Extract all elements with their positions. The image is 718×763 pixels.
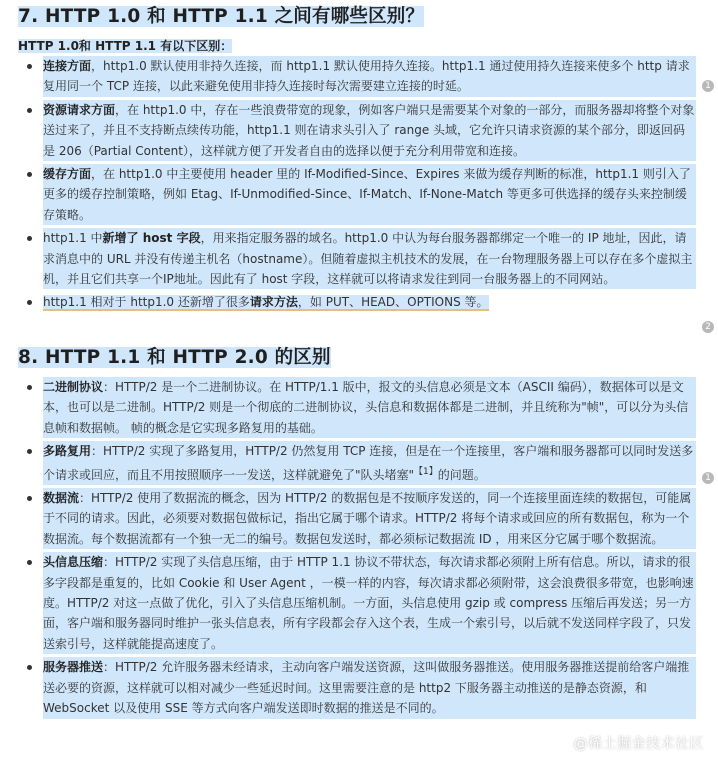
list-item: 资源请求方面，在 http1.0 中，存在一些浪费带宽的现象，例如客户端只是需要某个对象的一部分，而服务器却将整个对象送过来了，并且不支持断点续传功能，http1.1 则在请求头引入了 range 头域，它允许只请求资源的某个部分，即返回码是 206（Partial Content），这样就方便了开发者自由的选择以便于充分利用带宽和连接。 bbox=[24, 100, 696, 161]
list-item: http1.1 中新增了 host 字段，用来指定服务器的域名。http1.0 中认为每台服务器都绑定一个唯一的 IP 地址，因此，请求消息中的 URL 并没有传递主机名（hostname）。但随着虚拟主机技术的发展，在一台物理服务器上可以存在多个虚拟主机，并且它们共享一个IP地址。因此有了 host 字段，这样就可以将请求发往到同一台服务器上的不同网站。 bbox=[24, 228, 696, 289]
list-item: 多路复用：HTTP/2 实现了多路复用，HTTP/2 仍然复用 TCP 连接，但是在一个连接里，客户端和服务器都可以同时发送多个请求或回应，而且不用按照顺序一一发送，这样就避免了"队头堵塞"$^{【1】}$的问题。 bbox=[24, 441, 696, 485]
bullet-icon bbox=[27, 496, 32, 501]
section-7-list bbox=[24, 56, 696, 313]
bullet-icon bbox=[27, 665, 32, 670]
bullet-icon bbox=[27, 385, 32, 390]
list-item: http1.1 相对于 http1.0 还新增了很多请求方法，如 PUT、HEAD、OPTIONS 等。 bbox=[24, 292, 696, 312]
comment-count-badge[interactable]: 2 bbox=[702, 321, 714, 333]
watermark: @稀土掘金技术社区 bbox=[573, 736, 704, 752]
section-8-title: 8. HTTP 1.1 和 HTTP 2.0 的区别 bbox=[18, 347, 331, 368]
bullet-icon bbox=[27, 236, 32, 241]
comment-count-badge[interactable]: 1 bbox=[702, 80, 714, 92]
comment-count-badge[interactable]: 1 bbox=[702, 472, 714, 484]
bullet-icon bbox=[27, 64, 32, 69]
list-item: 服务器推送：HTTP/2 允许服务器未经请求，主动向客户端发送资源，这叫做服务器推送。使用服务器推送提前给客户端推送必要的资源，这样就可以相对减少一些延迟时间。这里需要注意的是 http2 下服务器主动推送的是静态资源，和 WebSocket 以及使用 SSE 等方式向客户端发送即时数据的推送是不同的。 bbox=[24, 657, 696, 718]
list-item: 二进制协议：HTTP/2 是一个二进制协议。在 HTTP/1.1 版中，报文的头信息必须是文本（ASCII 编码），数据体可以是文本，也可以是二进制。HTTP/2 则是一个彻底的二进制协议，头信息和数据体都是二进制，并且统称为"帧"，可以分为头信息帧和数据帧。 帧的概念是它实现多路复用的基础。 bbox=[24, 377, 696, 438]
bullet-icon bbox=[27, 300, 32, 305]
section-8-list bbox=[24, 377, 696, 719]
list-item: 数据流：HTTP/2 使用了数据流的概念，因为 HTTP/2 的数据包是不按顺序发送的，同一个连接里面连续的数据包，可能属于不同的请求。因此，必须要对数据包做标记，指出它属于哪个请求。HTTP/2 将每个请求或回应的所有数据包，称为一个数据流。每个数据流都有一个独一无二的编号。数据包发送时，都必须标记数据流 ID ，用来区分它属于哪个数据流。 bbox=[24, 488, 696, 549]
section-7-subtitle: HTTP 1.0和 HTTP 1.1 有以下区别： bbox=[18, 39, 233, 53]
bullet-icon bbox=[27, 108, 32, 113]
section-7-title: 7. HTTP 1.0 和 HTTP 1.1 之间有哪些区别？ bbox=[18, 6, 425, 27]
bullet-icon bbox=[27, 449, 32, 454]
bullet-icon bbox=[27, 172, 32, 177]
list-item: 连接方面，http1.0 默认使用非持久连接，而 http1.1 默认使用持久连接。http1.1 通过使用持久连接来使多个 http 请求复用同一个 TCP 连接，以此来避免使用非持久连接时每次需要建立连接的时延。 bbox=[24, 56, 696, 97]
list-item: 头信息压缩：HTTP/2 实现了头信息压缩，由于 HTTP 1.1 协议不带状态，每次请求都必须附上所有信息。所以，请求的很多字段都是重复的，比如 Cookie 和 User Agent ，一模一样的内容，每次请求都必须附带，这会浪费很多带宽，也影响速度。HTTP/2 对这一点做了优化，引入了头信息压缩机制。一方面，头信息使用 gzip 或 compress 压缩后再发送；另一方面，客户端和服务器同时维护一张头信息表，所有字段都会存入这个表，生成一个索引号，以后就不发送同样字段了，只发送索引号，这样就能提高速度了。 bbox=[24, 552, 696, 654]
reference-link[interactable]: 【1】 bbox=[414, 466, 438, 477]
list-item: 缓存方面，在 http1.0 中主要使用 header 里的 If-Modified-Since、Expires 来做为缓存判断的标准，http1.1 则引入了更多的缓存控制策略，例如 Etag、If-Unmodified-Since、If-Match、If-None-Match 等更多可供选择的缓存头来控制缓存策略。 bbox=[24, 164, 696, 225]
bullet-icon bbox=[27, 560, 32, 565]
